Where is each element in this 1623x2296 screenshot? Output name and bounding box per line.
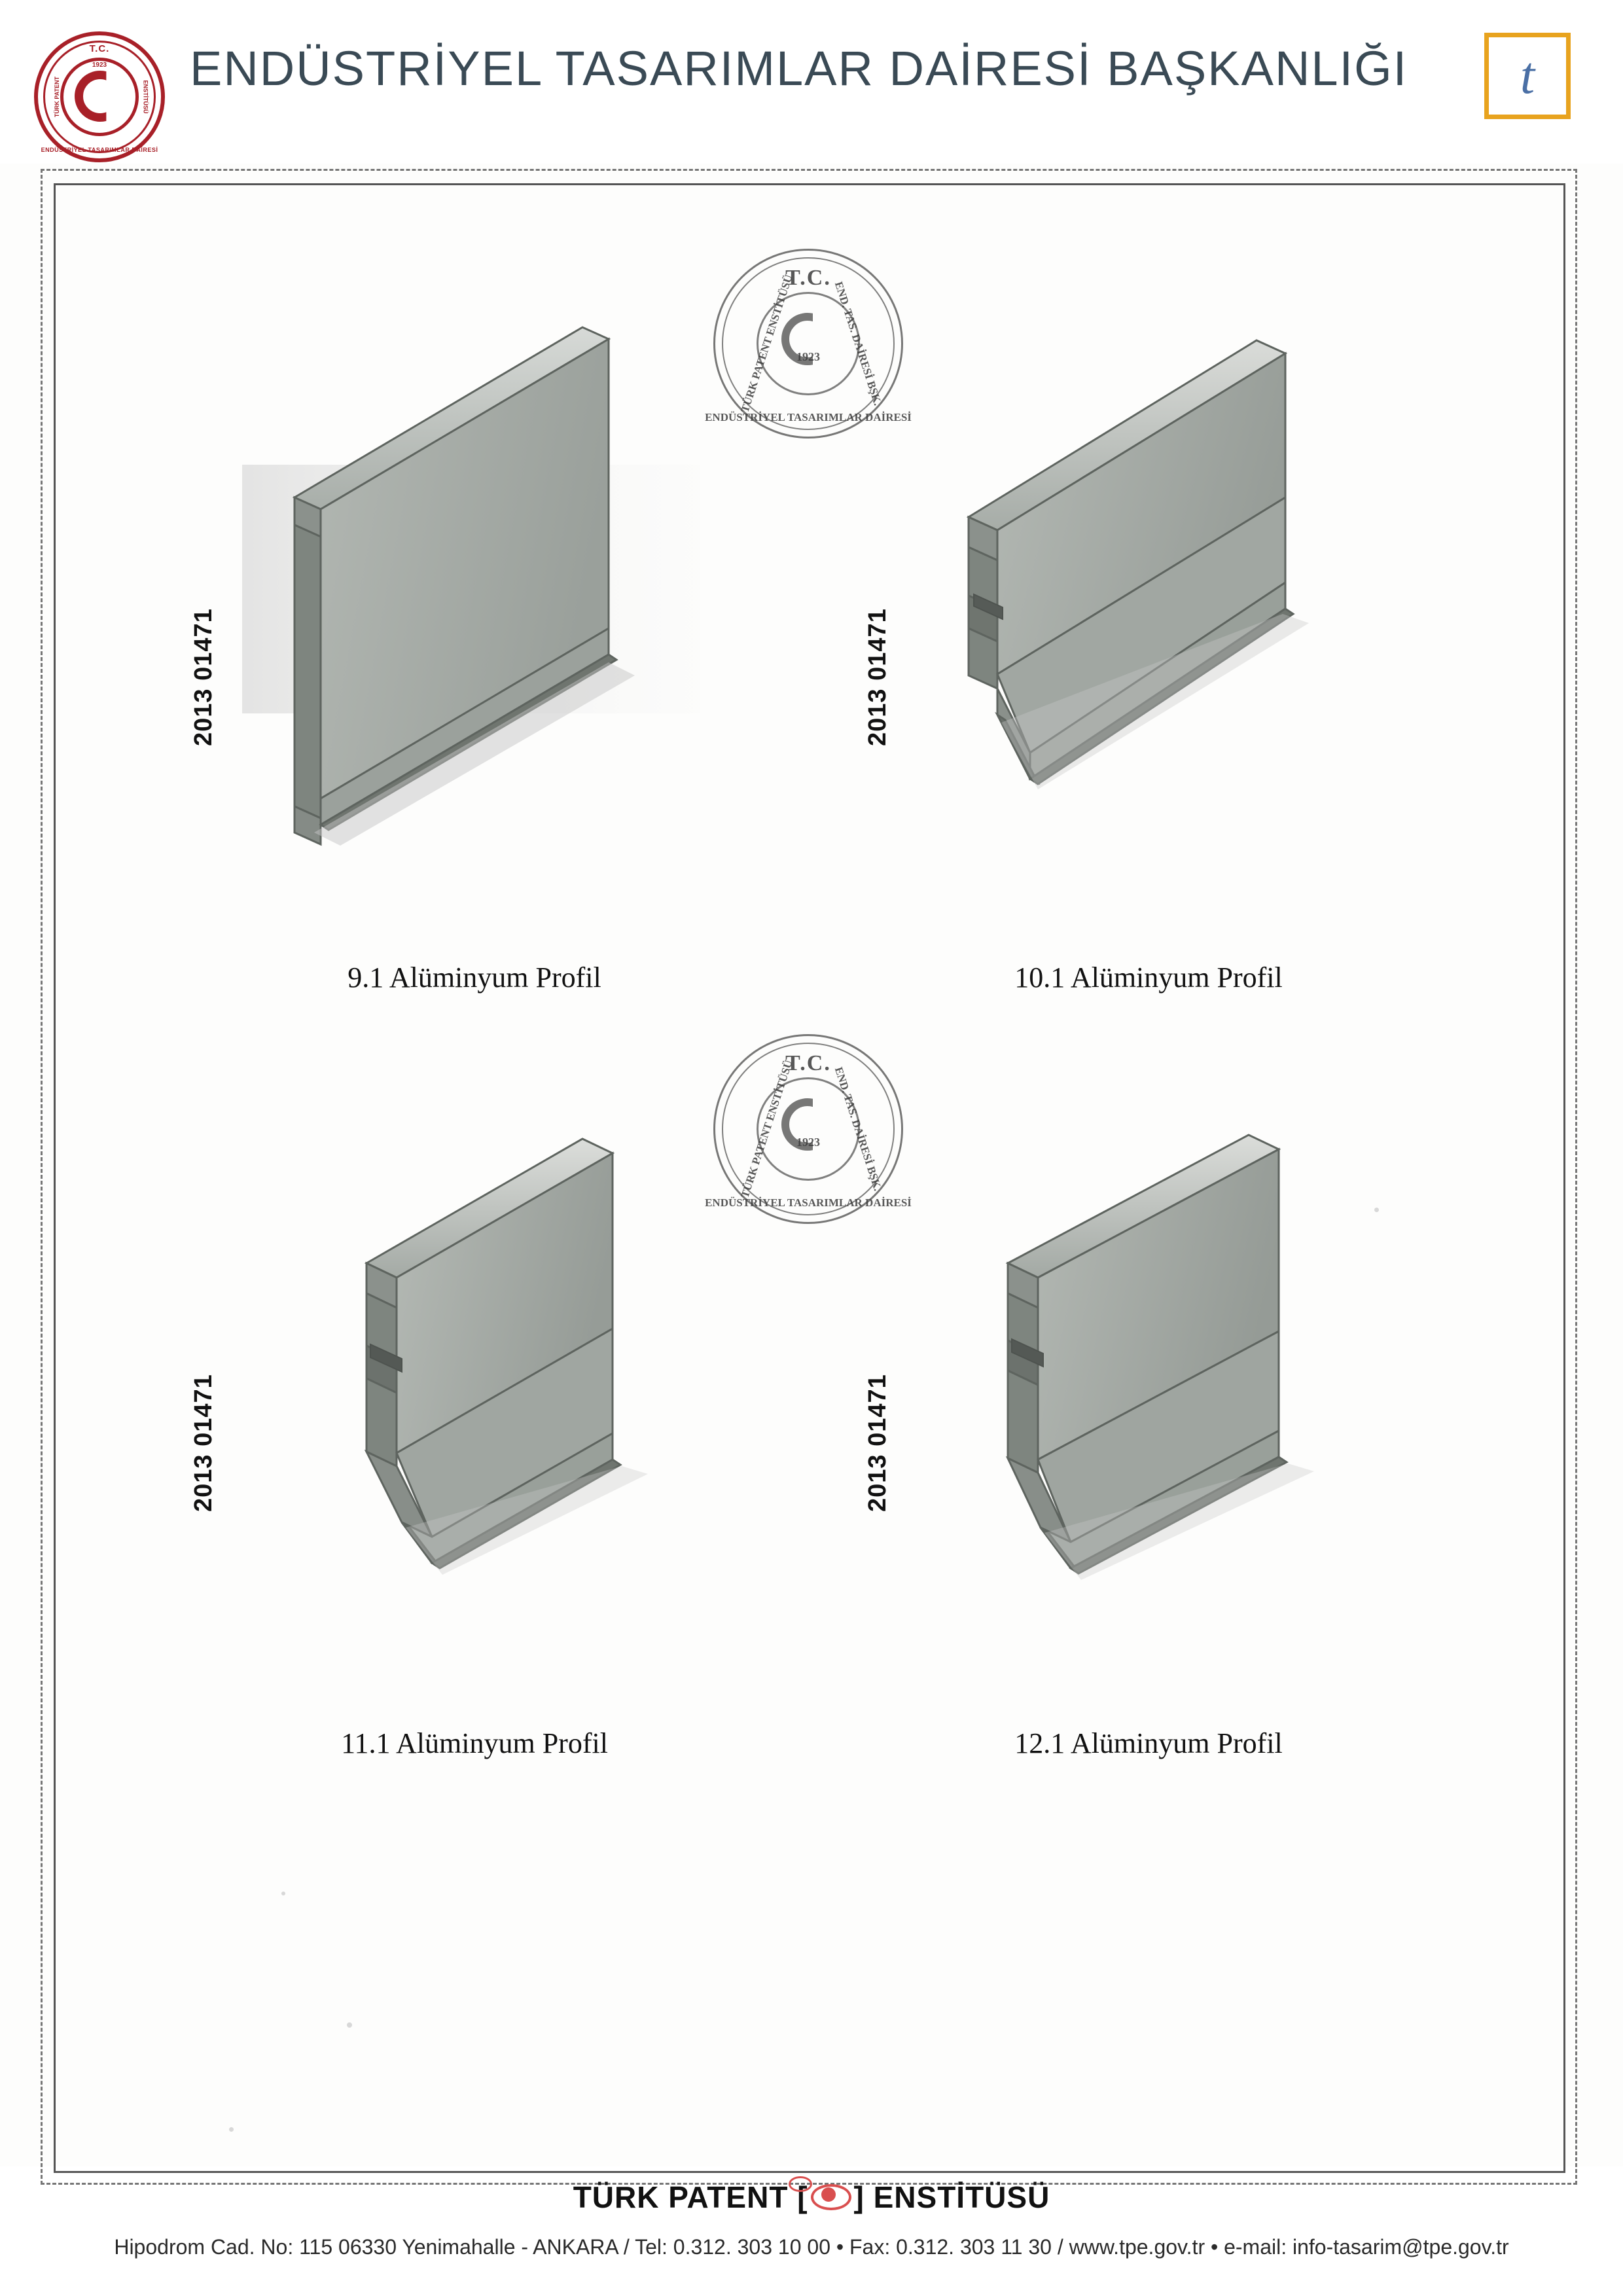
seal-text-right: ENSTİTÜSÜ [142, 80, 149, 114]
stamp-text-left: TÜRK PATENT ENSTİTÜSÜ [738, 273, 795, 414]
scan-speck [347, 2022, 352, 2028]
stamp-text-bottom: ENDÜSTRİYEL TASARIMLAR DAİRESİ [705, 411, 912, 423]
logo-letter: t [1520, 47, 1535, 105]
scan-speck [281, 1892, 285, 1895]
page-header [0, 0, 1623, 164]
stamp-text-top: T.C. [785, 266, 831, 290]
stamp-text-right: END. TAS. DAİRESİ BŞK. [832, 279, 885, 407]
stamp-text-top: T.C. [785, 1051, 831, 1075]
figure-cell [118, 1028, 831, 1800]
application-number: 2013 01471 [190, 608, 217, 746]
figure-cell [118, 262, 831, 1034]
figure-caption: 12.1 Alüminyum Profil [1014, 1727, 1283, 1759]
seal-text-top: T.C. [89, 43, 110, 54]
figure-cell [792, 1028, 1505, 1800]
footer-oval-icon [811, 2184, 851, 2210]
application-number: 2013 01471 [864, 1374, 891, 1512]
footer-brand [0, 2179, 1623, 2215]
figure-grid [98, 223, 1538, 1793]
seal-text-left: TÜRK PATENT [54, 76, 61, 118]
footer-dot-icon [821, 2187, 836, 2202]
aluminium-profile-drawing [890, 301, 1479, 942]
stamp-text-bottom: ENDÜSTRİYEL TASARIMLAR DAİRESİ [705, 1196, 912, 1209]
scan-speck [229, 2127, 234, 2132]
footer-brand-left: TÜRK PATENT [ [573, 2180, 808, 2214]
figure-caption: 9.1 Alüminyum Profil [348, 961, 601, 994]
application-number: 2013 01471 [190, 1374, 217, 1512]
figure-caption: 10.1 Alüminyum Profil [1014, 961, 1283, 994]
stamp-text-left: TÜRK PATENT ENSTİTÜSÜ [738, 1058, 795, 1200]
aluminium-profile-drawing [890, 1067, 1479, 1708]
tpe-seal-icon [34, 31, 165, 162]
figure-caption: 11.1 Alüminyum Profil [341, 1727, 608, 1759]
application-number: 2013 01471 [864, 608, 891, 746]
scan-sheet [0, 164, 1623, 2166]
footer-brand-right: ] ENSTİTÜSÜ [853, 2180, 1050, 2214]
footer-oval-small-icon [789, 2176, 812, 2192]
seal-text-group [34, 31, 165, 162]
seal-text-bottom: ENDÜSTRİYEL TASARIMLAR DAİRESİ [41, 147, 158, 153]
stamp-text-year: 1923 [796, 350, 820, 363]
page-title: ENDÜSTRİYEL TASARIMLAR DAİRESİ BAŞKANLIĞI [190, 41, 1408, 96]
footer-address: Hipodrom Cad. No: 115 06330 Yenimahalle - ANKARA / Tel: 0.312. 303 10 00 • Fax: 0.312. 303 11 30 / www.tpe.gov.tr • e-mail: info-tasarim@tpe.gov.tr [114, 2235, 1509, 2259]
aluminium-profile-drawing [216, 301, 805, 942]
stamp-text-right: END. TAS. DAİRESİ BŞK. [832, 1065, 885, 1193]
aluminium-profile-drawing [216, 1067, 805, 1708]
stamp-text-year: 1923 [796, 1136, 820, 1149]
tpe-logo-icon [1484, 33, 1571, 119]
seal-text-year: 1923 [92, 62, 107, 69]
figure-cell [792, 262, 1505, 1034]
